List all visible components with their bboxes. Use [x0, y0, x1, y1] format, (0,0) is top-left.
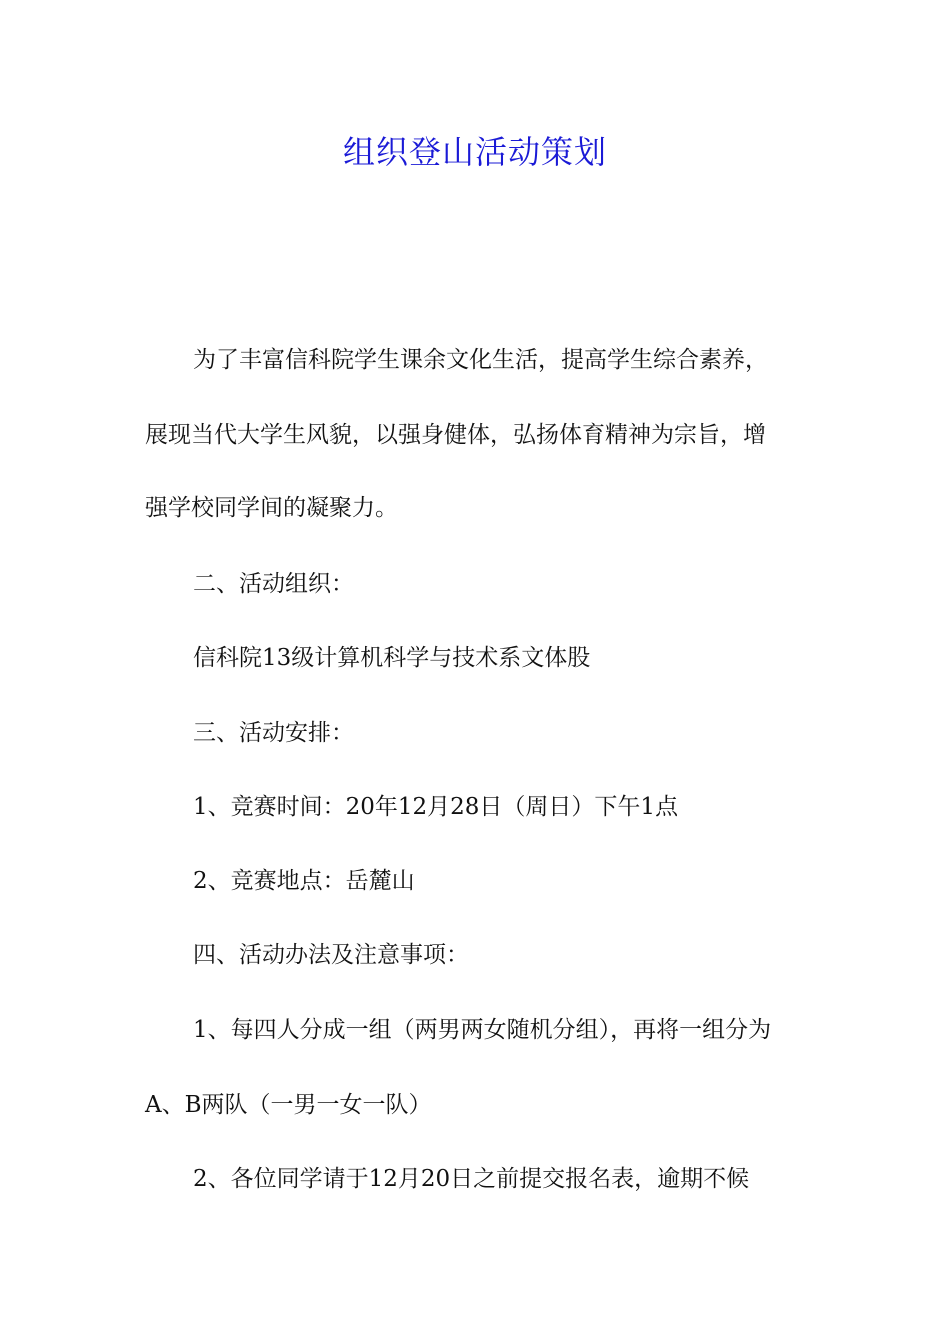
organizer-text: 信科院13级计算机科学与技术系文体股 — [193, 645, 591, 671]
paragraph-intro-line-2: 展现当代大学生风貌，以强身健体，弘扬体育精神为宗旨，增 — [145, 422, 766, 448]
competition-time: 1、竞赛时间：20年12月28日（周日）下午1点 — [193, 794, 679, 820]
paragraph-intro-line-1: 为了丰富信科院学生课余文化生活，提高学生综合素养， — [193, 347, 768, 373]
section-heading-arrangement: 三、活动安排： — [193, 720, 354, 746]
paragraph-intro-line-3: 强学校同学间的凝聚力。 — [145, 495, 398, 521]
section-heading-organization: 二、活动组织： — [193, 571, 354, 597]
section-heading-rules: 四、活动办法及注意事项： — [193, 942, 469, 968]
competition-location: 2、竞赛地点：岳麓山 — [193, 868, 415, 894]
rule-1-line-1: 1、每四人分成一组（两男两女随机分组），再将一组分为 — [193, 1017, 772, 1043]
rule-2: 2、各位同学请于12月20日之前提交报名表，逾期不候 — [193, 1166, 750, 1192]
document-title: 组织登山活动策划 — [342, 133, 607, 171]
rule-1-line-2: A、B两队（一男一女一队） — [145, 1092, 432, 1118]
